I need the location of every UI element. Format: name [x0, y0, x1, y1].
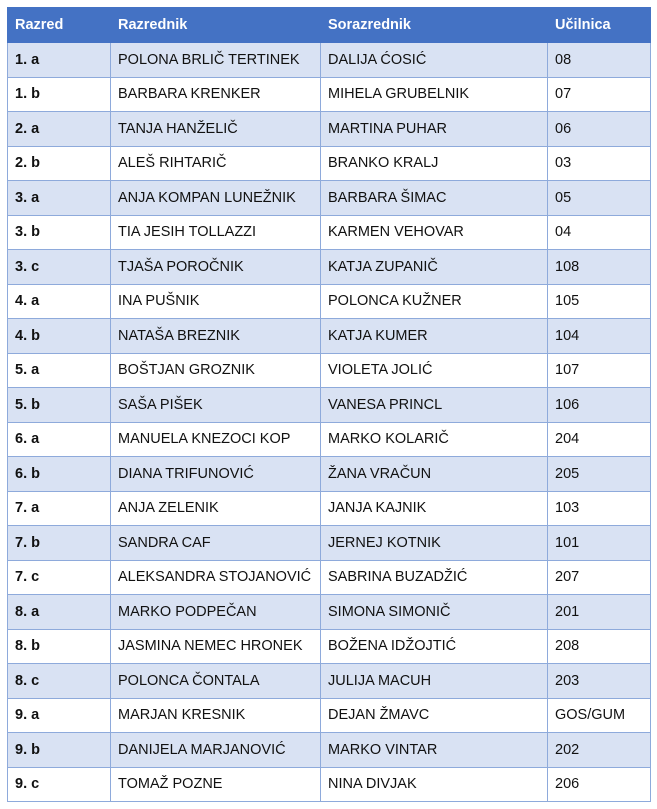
cell-razrednik: BARBARA KRENKER — [111, 77, 321, 112]
cell-ucilnica: 204 — [548, 422, 651, 457]
table-row — [8, 767, 651, 802]
table-row — [8, 43, 651, 78]
cell-razrednik: BOŠTJAN GROZNIK — [111, 353, 321, 388]
table-row — [8, 181, 651, 216]
cell-razred: 6. a — [8, 422, 111, 457]
cell-ucilnica: 103 — [548, 491, 651, 526]
cell-sorazrednik: POLONCA KUŽNER — [321, 284, 548, 319]
cell-razrednik: NATAŠA BREZNIK — [111, 319, 321, 354]
cell-sorazrednik: VANESA PRINCL — [321, 388, 548, 423]
cell-razred: 2. a — [8, 112, 111, 147]
cell-sorazrednik: NINA DIVJAK — [321, 767, 548, 802]
cell-sorazrednik: MARKO KOLARIČ — [321, 422, 548, 457]
cell-ucilnica: 201 — [548, 595, 651, 630]
cell-ucilnica: 207 — [548, 560, 651, 595]
cell-razrednik: DIANA TRIFUNOVIĆ — [111, 457, 321, 492]
table-row — [8, 560, 651, 595]
table-row — [8, 491, 651, 526]
cell-sorazrednik: BOŽENA IDŽOJTIĆ — [321, 629, 548, 664]
cell-razred: 9. a — [8, 698, 111, 733]
cell-razrednik: TANJA HANŽELIČ — [111, 112, 321, 147]
cell-razrednik: TJAŠA POROČNIK — [111, 250, 321, 285]
table-row — [8, 595, 651, 630]
cell-razred: 8. a — [8, 595, 111, 630]
header-sorazrednik: Sorazrednik — [321, 8, 548, 43]
cell-sorazrednik: KATJA ZUPANIČ — [321, 250, 548, 285]
cell-razred: 9. c — [8, 767, 111, 802]
cell-sorazrednik: BARBARA ŠIMAC — [321, 181, 548, 216]
cell-ucilnica: 106 — [548, 388, 651, 423]
cell-sorazrednik: SIMONA SIMONIČ — [321, 595, 548, 630]
cell-razred: 7. c — [8, 560, 111, 595]
cell-ucilnica: 06 — [548, 112, 651, 147]
header-ucilnica: Učilnica — [548, 8, 651, 43]
cell-razrednik: INA PUŠNIK — [111, 284, 321, 319]
cell-razred: 8. b — [8, 629, 111, 664]
cell-ucilnica: 208 — [548, 629, 651, 664]
cell-razred: 5. a — [8, 353, 111, 388]
cell-razred: 3. b — [8, 215, 111, 250]
cell-razrednik: ALEKSANDRA STOJANOVIĆ — [111, 560, 321, 595]
table-row — [8, 457, 651, 492]
cell-ucilnica: 04 — [548, 215, 651, 250]
cell-sorazrednik: JERNEJ KOTNIK — [321, 526, 548, 561]
cell-ucilnica: 101 — [548, 526, 651, 561]
cell-sorazrednik: MARKO VINTAR — [321, 733, 548, 768]
cell-ucilnica: 08 — [548, 43, 651, 78]
header-razrednik: Razrednik — [111, 8, 321, 43]
table-row — [8, 250, 651, 285]
table-row — [8, 353, 651, 388]
cell-razrednik: POLONA BRLIČ TERTINEK — [111, 43, 321, 78]
cell-razred: 3. c — [8, 250, 111, 285]
cell-razred: 7. b — [8, 526, 111, 561]
cell-razrednik: JASMINA NEMEC HRONEK — [111, 629, 321, 664]
table-row — [8, 733, 651, 768]
table-row — [8, 698, 651, 733]
cell-razred: 1. b — [8, 77, 111, 112]
cell-sorazrednik: VIOLETA JOLIĆ — [321, 353, 548, 388]
cell-razrednik: ANJA ZELENIK — [111, 491, 321, 526]
cell-ucilnica: 107 — [548, 353, 651, 388]
cell-sorazrednik: SABRINA BUZADŽIĆ — [321, 560, 548, 595]
cell-razred: 9. b — [8, 733, 111, 768]
table-row — [8, 664, 651, 699]
cell-razrednik: SAŠA PIŠEK — [111, 388, 321, 423]
cell-razrednik: TIA JESIH TOLLAZZI — [111, 215, 321, 250]
cell-razred: 8. c — [8, 664, 111, 699]
cell-ucilnica: 202 — [548, 733, 651, 768]
cell-razred: 7. a — [8, 491, 111, 526]
cell-sorazrednik: DALIJA ĆOSIĆ — [321, 43, 548, 78]
cell-sorazrednik: MIHELA GRUBELNIK — [321, 77, 548, 112]
table-row — [8, 319, 651, 354]
cell-ucilnica: 07 — [548, 77, 651, 112]
cell-sorazrednik: JULIJA MACUH — [321, 664, 548, 699]
cell-sorazrednik: ŽANA VRAČUN — [321, 457, 548, 492]
table-row — [8, 422, 651, 457]
cell-sorazrednik: KARMEN VEHOVAR — [321, 215, 548, 250]
cell-sorazrednik: JANJA KAJNIK — [321, 491, 548, 526]
cell-ucilnica: 206 — [548, 767, 651, 802]
cell-ucilnica: GOS/GUM — [548, 698, 651, 733]
header-row — [8, 8, 651, 43]
cell-ucilnica: 104 — [548, 319, 651, 354]
table-row — [8, 284, 651, 319]
cell-razred: 5. b — [8, 388, 111, 423]
cell-razred: 6. b — [8, 457, 111, 492]
table-row — [8, 526, 651, 561]
cell-ucilnica: 203 — [548, 664, 651, 699]
cell-sorazrednik: MARTINA PUHAR — [321, 112, 548, 147]
class-teachers-table — [7, 7, 651, 802]
cell-razrednik: TOMAŽ POZNE — [111, 767, 321, 802]
table-row — [8, 629, 651, 664]
cell-razrednik: DANIJELA MARJANOVIĆ — [111, 733, 321, 768]
table-row — [8, 388, 651, 423]
cell-razrednik: MARKO PODPEČAN — [111, 595, 321, 630]
cell-razrednik: ANJA KOMPAN LUNEŽNIK — [111, 181, 321, 216]
cell-sorazrednik: KATJA KUMER — [321, 319, 548, 354]
cell-sorazrednik: BRANKO KRALJ — [321, 146, 548, 181]
table-row — [8, 77, 651, 112]
cell-ucilnica: 105 — [548, 284, 651, 319]
cell-razred: 2. b — [8, 146, 111, 181]
cell-razrednik: ALEŠ RIHTARIČ — [111, 146, 321, 181]
table-row — [8, 146, 651, 181]
cell-razred: 3. a — [8, 181, 111, 216]
header-razred: Razred — [8, 8, 111, 43]
cell-ucilnica: 05 — [548, 181, 651, 216]
cell-razrednik: MANUELA KNEZOCI KOP — [111, 422, 321, 457]
cell-razrednik: MARJAN KRESNIK — [111, 698, 321, 733]
cell-razred: 4. b — [8, 319, 111, 354]
table-body — [8, 43, 651, 802]
cell-razrednik: SANDRA CAF — [111, 526, 321, 561]
table-row — [8, 112, 651, 147]
cell-ucilnica: 03 — [548, 146, 651, 181]
cell-ucilnica: 205 — [548, 457, 651, 492]
table-row — [8, 215, 651, 250]
table-header — [8, 8, 651, 43]
cell-razrednik: POLONCA ČONTALA — [111, 664, 321, 699]
cell-razred: 4. a — [8, 284, 111, 319]
cell-ucilnica: 108 — [548, 250, 651, 285]
cell-sorazrednik: DEJAN ŽMAVC — [321, 698, 548, 733]
cell-razred: 1. a — [8, 43, 111, 78]
